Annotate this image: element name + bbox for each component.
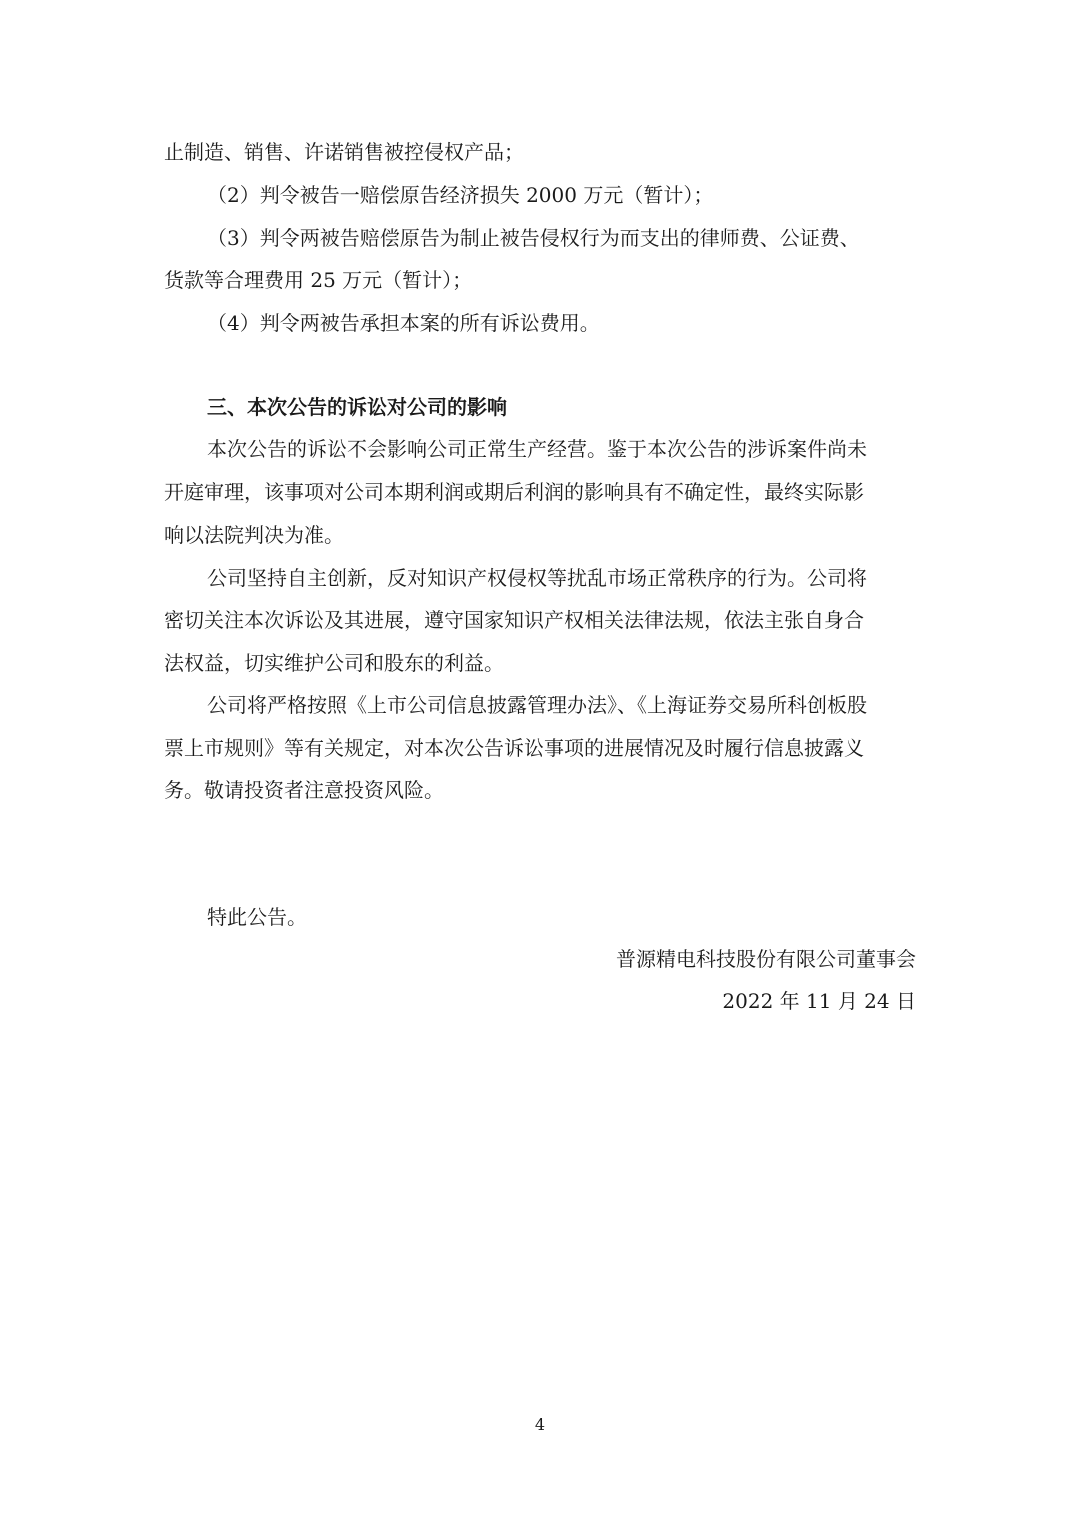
claim-3-line-2: 货款等合理费用 25 万元（暂计）； (164, 268, 473, 292)
paragraph-3-line-2: 票上市规则》等有关规定，对本次公告诉讼事项的进展情况及时履行信息披露义 (164, 736, 864, 760)
page-number: 4 (534, 1415, 546, 1434)
paragraph-2-line-3: 法权益，切实维护公司和股东的利益。 (164, 651, 504, 675)
signature-date: 2022 年 11 月 24 日 (722, 989, 916, 1013)
signature-company: 普源精电科技股份有限公司董事会 (616, 947, 916, 971)
paragraph-1-line-1: 本次公告的诉讼不会影响公司正常生产经营。鉴于本次公告的涉诉案件尚未 (207, 437, 867, 461)
paragraph-1-line-2: 开庭审理，该事项对公司本期利润或期后利润的影响具有不确定性，最终实际影 (164, 480, 864, 504)
claim-4: （4）判令两被告承担本案的所有诉讼费用。 (207, 311, 600, 335)
paragraph-2-line-2: 密切关注本次诉讼及其进展，遵守国家知识产权相关法律法规，依法主张自身合 (164, 608, 864, 632)
closing-remark: 特此公告。 (207, 905, 307, 929)
paragraph-3-line-1: 公司将严格按照《上市公司信息披露管理办法》、《上海证券交易所科创板股 (207, 693, 867, 717)
claim-3-line-1: （3）判令两被告赔偿原告为制止被告侵权行为而支出的律师费、公证费、 (207, 226, 860, 250)
claim-1-continuation: 止制造、销售、许诺销售被控侵权产品； (164, 140, 524, 164)
paragraph-3-line-3: 务。敬请投资者注意投资风险。 (164, 778, 444, 802)
paragraph-1-line-3: 响以法院判决为准。 (164, 523, 344, 547)
claim-2: （2）判令被告一赔偿原告经济损失 2000 万元（暂计）； (207, 183, 714, 207)
section-heading: 三、本次公告的诉讼对公司的影响 (207, 395, 507, 419)
paragraph-2-line-1: 公司坚持自主创新，反对知识产权侵权等扰乱市场正常秩序的行为。公司将 (207, 566, 867, 590)
